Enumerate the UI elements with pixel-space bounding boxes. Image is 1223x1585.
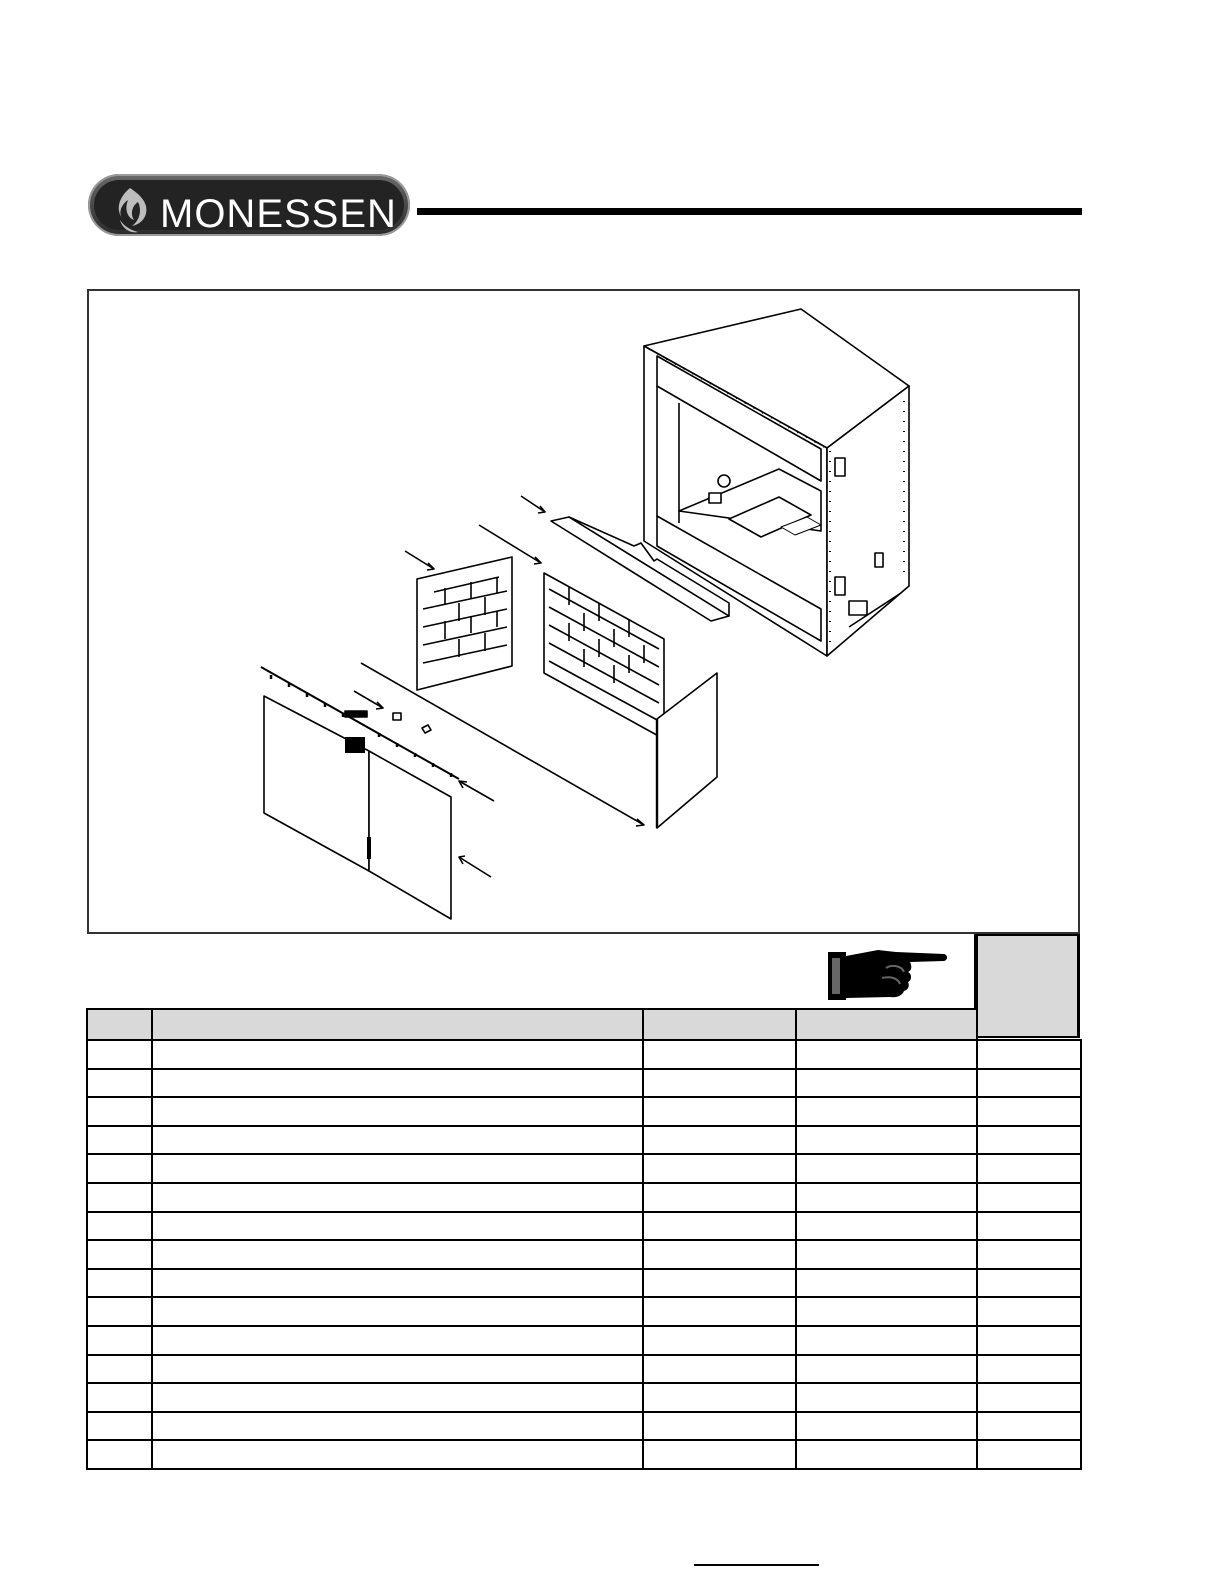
table-row: [87, 1154, 1081, 1183]
table-row: [87, 1240, 1081, 1269]
table-row: [87, 1183, 1081, 1212]
table-cell: [643, 1412, 796, 1441]
table-cell: [87, 1212, 152, 1241]
table-cell: [152, 1269, 643, 1298]
table-cell: [152, 1440, 643, 1469]
table-cell: [796, 1212, 977, 1241]
table-cell: [152, 1183, 643, 1212]
table-header-row: [87, 1009, 1081, 1040]
parts-list-table: [86, 1008, 1082, 1470]
table-row: [87, 1097, 1081, 1126]
table-cell: [977, 1440, 1081, 1469]
table-cell: [87, 1097, 152, 1126]
table-cell: [977, 1126, 1081, 1155]
table-row: [87, 1069, 1081, 1098]
table-cell: [87, 1269, 152, 1298]
col-header-description: [152, 1009, 643, 1040]
brand-name: MONESSEN: [160, 192, 397, 236]
table-cell: [643, 1326, 796, 1355]
table-cell: [796, 1440, 977, 1469]
table-cell: [796, 1326, 977, 1355]
table-cell: [152, 1326, 643, 1355]
table-cell: [152, 1297, 643, 1326]
table-cell: [977, 1383, 1081, 1412]
pointing-hand-icon: [826, 940, 950, 1006]
table-cell: [977, 1097, 1081, 1126]
table-cell: [87, 1126, 152, 1155]
table-cell: [977, 1297, 1081, 1326]
table-cell: [796, 1040, 977, 1069]
table-cell: [87, 1154, 152, 1183]
table-row: [87, 1269, 1081, 1298]
table-cell: [977, 1212, 1081, 1241]
table-cell: [977, 1240, 1081, 1269]
table-cell: [796, 1126, 977, 1155]
col-header-qty: [796, 1009, 977, 1040]
table-cell: [87, 1297, 152, 1326]
page-edge-mark: [694, 1564, 819, 1568]
table-cell: [152, 1240, 643, 1269]
table-cell: [977, 1269, 1081, 1298]
side-brick-panel: [405, 551, 512, 690]
table-row: [87, 1326, 1081, 1355]
table-cell: [643, 1097, 796, 1126]
table-cell: [87, 1040, 152, 1069]
table-cell: [796, 1240, 977, 1269]
col-header-side: [977, 1009, 1081, 1040]
flame-icon: [108, 184, 152, 238]
logo-badge: [94, 180, 404, 236]
table-row: [87, 1412, 1081, 1441]
header-rule: [417, 208, 1082, 215]
table-cell: [977, 1355, 1081, 1384]
table-cell: [643, 1126, 796, 1155]
table-cell: [796, 1412, 977, 1441]
table-cell: [796, 1383, 977, 1412]
table-cell: [643, 1383, 796, 1412]
table-cell: [796, 1154, 977, 1183]
exploded-fireplace-assembly-diagram: [89, 291, 1082, 936]
brand-logo: [88, 174, 410, 236]
table-cell: [87, 1440, 152, 1469]
table-cell: [87, 1069, 152, 1098]
table-cell: [152, 1126, 643, 1155]
exploded-view-diagram: [87, 289, 1080, 934]
table-cell: [643, 1440, 796, 1469]
table-cell: [796, 1269, 977, 1298]
table-cell: [152, 1383, 643, 1412]
table-cell: [643, 1269, 796, 1298]
table-cell: [643, 1297, 796, 1326]
table-row: [87, 1126, 1081, 1155]
table-cell: [977, 1069, 1081, 1098]
table-cell: [152, 1097, 643, 1126]
table-cell: [87, 1183, 152, 1212]
table-cell: [796, 1355, 977, 1384]
table-cell: [643, 1355, 796, 1384]
table-cell: [152, 1154, 643, 1183]
table-cell: [152, 1069, 643, 1098]
table-cell: [643, 1212, 796, 1241]
glass-doors: [264, 696, 491, 919]
rear-brick-panel: [479, 525, 717, 828]
table-row: [87, 1212, 1081, 1241]
table-row: [87, 1040, 1081, 1069]
table-cell: [152, 1355, 643, 1384]
table-cell: [796, 1183, 977, 1212]
table-cell: [152, 1212, 643, 1241]
table-cell: [796, 1097, 977, 1126]
table-cell: [87, 1383, 152, 1412]
table-cell: [643, 1040, 796, 1069]
table-cell: [643, 1240, 796, 1269]
table-cell: [977, 1412, 1081, 1441]
table-row: [87, 1383, 1081, 1412]
table-cell: [796, 1297, 977, 1326]
table-cell: [796, 1069, 977, 1098]
table-cell: [152, 1040, 643, 1069]
table-cell: [87, 1412, 152, 1441]
table-cell: [643, 1183, 796, 1212]
table-cell: [87, 1326, 152, 1355]
table-cell: [977, 1326, 1081, 1355]
table-cell: [643, 1069, 796, 1098]
table-cell: [87, 1240, 152, 1269]
table-cell: [643, 1154, 796, 1183]
table-row: [87, 1297, 1081, 1326]
table-cell: [87, 1355, 152, 1384]
table-cell: [977, 1154, 1081, 1183]
table-cell: [977, 1183, 1081, 1212]
table-row: [87, 1440, 1081, 1469]
table-row: [87, 1355, 1081, 1384]
table-cell: [152, 1412, 643, 1441]
col-header-part-number: [643, 1009, 796, 1040]
table-cell: [977, 1040, 1081, 1069]
col-header-item: [87, 1009, 152, 1040]
